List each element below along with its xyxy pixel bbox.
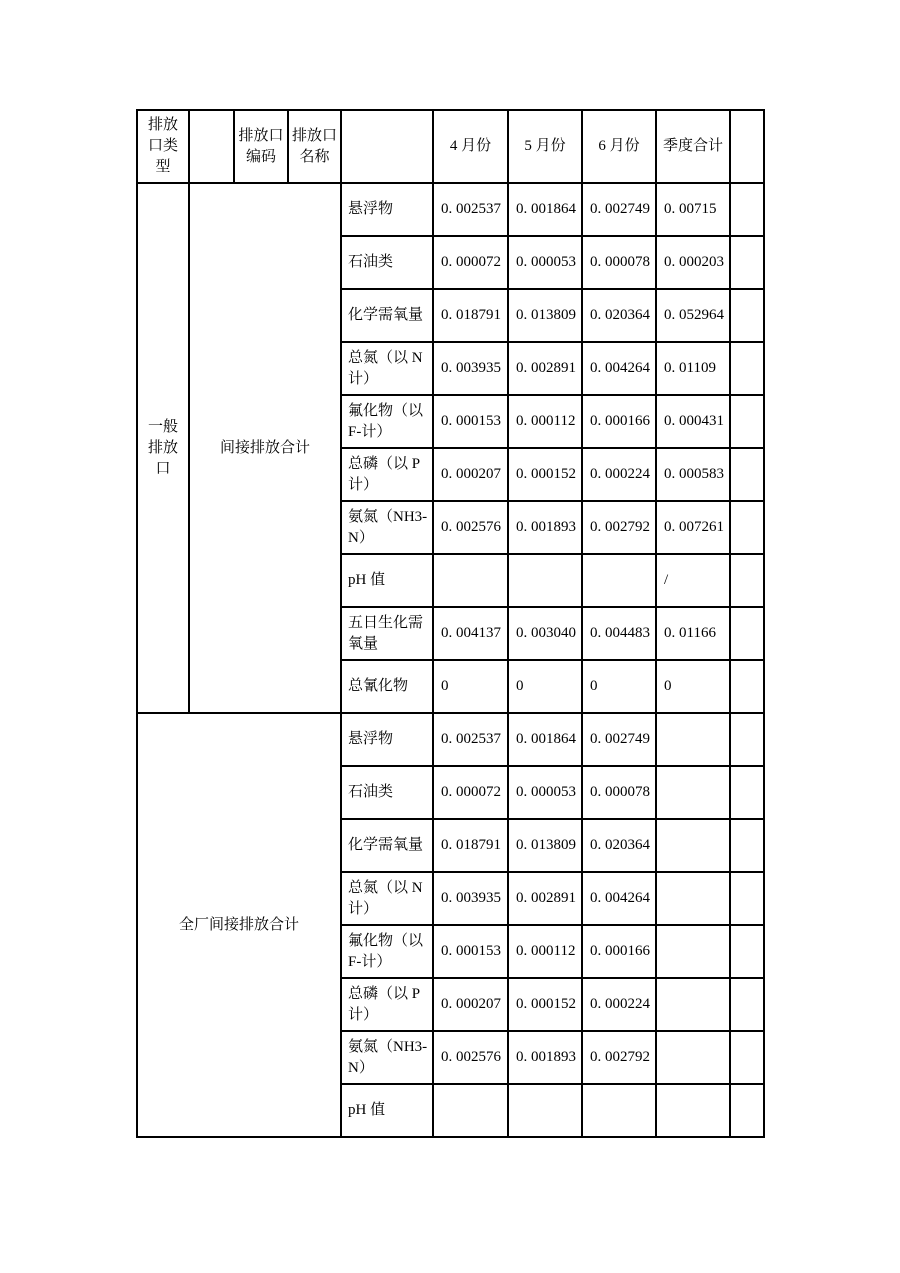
value-june: 0. 002792 xyxy=(582,1031,656,1084)
value-quarter: 0. 01109 xyxy=(656,342,730,395)
pollutant-label: 石油类 xyxy=(341,236,433,289)
value-quarter: 0. 00715 xyxy=(656,183,730,236)
trailing-cell xyxy=(730,766,764,819)
header-trailing-blank xyxy=(730,110,764,183)
value-june: 0. 020364 xyxy=(582,819,656,872)
pollutant-label: 总磷（以 P 计） xyxy=(341,978,433,1031)
emissions-table xyxy=(136,109,765,1138)
pollutant-label: 化学需氧量 xyxy=(341,819,433,872)
value-april: 0. 002576 xyxy=(433,501,508,554)
value-quarter xyxy=(656,872,730,925)
trailing-cell xyxy=(730,342,764,395)
pollutant-label: 五日生化需氧量 xyxy=(341,607,433,660)
value-june: 0. 002749 xyxy=(582,713,656,766)
value-june: 0. 004264 xyxy=(582,342,656,395)
value-quarter xyxy=(656,1084,730,1137)
value-quarter: 0. 007261 xyxy=(656,501,730,554)
value-may: 0. 001864 xyxy=(508,713,582,766)
value-quarter xyxy=(656,1031,730,1084)
value-quarter: 0. 000203 xyxy=(656,236,730,289)
value-april xyxy=(433,1084,508,1137)
value-may: 0. 002891 xyxy=(508,872,582,925)
value-april: 0. 002537 xyxy=(433,713,508,766)
outlet-group-cell: 全厂间接排放合计 xyxy=(137,713,341,1137)
value-april: 0. 000153 xyxy=(433,395,508,448)
value-april: 0. 000072 xyxy=(433,236,508,289)
header-april: 4 月份 xyxy=(433,110,508,183)
header-row xyxy=(137,110,764,183)
pollutant-label: 氟化物（以 F-计） xyxy=(341,395,433,448)
value-quarter: / xyxy=(656,554,730,607)
trailing-cell xyxy=(730,1084,764,1137)
header-outlet-code: 排放口编码 xyxy=(234,110,288,183)
value-may: 0. 000112 xyxy=(508,925,582,978)
value-april xyxy=(433,554,508,607)
header-outlet-type: 排放口类型 xyxy=(137,110,189,183)
table-row xyxy=(137,713,764,766)
pollutant-label: 总氰化物 xyxy=(341,660,433,713)
value-may: 0. 000152 xyxy=(508,978,582,1031)
value-quarter xyxy=(656,978,730,1031)
value-may: 0. 013809 xyxy=(508,289,582,342)
table-row xyxy=(137,183,764,236)
value-june: 0. 000166 xyxy=(582,925,656,978)
value-april: 0. 000207 xyxy=(433,448,508,501)
header-quarter-total: 季度合计 xyxy=(656,110,730,183)
value-june: 0. 020364 xyxy=(582,289,656,342)
trailing-cell xyxy=(730,554,764,607)
value-june: 0. 004483 xyxy=(582,607,656,660)
value-may: 0. 001893 xyxy=(508,1031,582,1084)
value-may: 0. 002891 xyxy=(508,342,582,395)
trailing-cell xyxy=(730,236,764,289)
trailing-cell xyxy=(730,289,764,342)
pollutant-label: 氟化物（以 F-计） xyxy=(341,925,433,978)
trailing-cell xyxy=(730,872,764,925)
value-quarter: 0. 052964 xyxy=(656,289,730,342)
pollutant-label: 悬浮物 xyxy=(341,183,433,236)
value-may: 0. 013809 xyxy=(508,819,582,872)
trailing-cell xyxy=(730,1031,764,1084)
pollutant-label: 化学需氧量 xyxy=(341,289,433,342)
value-june: 0. 000078 xyxy=(582,236,656,289)
value-june: 0. 002792 xyxy=(582,501,656,554)
trailing-cell xyxy=(730,925,764,978)
header-pollutant-blank xyxy=(341,110,433,183)
value-june xyxy=(582,554,656,607)
value-quarter: 0. 01166 xyxy=(656,607,730,660)
value-may xyxy=(508,1084,582,1137)
value-april: 0 xyxy=(433,660,508,713)
value-april: 0. 000153 xyxy=(433,925,508,978)
value-april: 0. 002576 xyxy=(433,1031,508,1084)
value-may: 0. 001864 xyxy=(508,183,582,236)
trailing-cell xyxy=(730,607,764,660)
trailing-cell xyxy=(730,501,764,554)
value-june: 0. 000078 xyxy=(582,766,656,819)
pollutant-label: 氨氮（NH3-N） xyxy=(341,1031,433,1084)
value-april: 0. 000072 xyxy=(433,766,508,819)
value-april: 0. 018791 xyxy=(433,289,508,342)
trailing-cell xyxy=(730,395,764,448)
value-may xyxy=(508,554,582,607)
trailing-cell xyxy=(730,713,764,766)
value-may: 0. 000152 xyxy=(508,448,582,501)
outlet-type-cell: 一般排放口 xyxy=(137,183,189,713)
trailing-cell xyxy=(730,183,764,236)
value-may: 0. 001893 xyxy=(508,501,582,554)
trailing-cell xyxy=(730,660,764,713)
value-june xyxy=(582,1084,656,1137)
header-outlet-name: 排放口名称 xyxy=(288,110,341,183)
value-may: 0. 000112 xyxy=(508,395,582,448)
trailing-cell xyxy=(730,819,764,872)
value-april: 0. 000207 xyxy=(433,978,508,1031)
pollutant-label: 氨氮（NH3-N） xyxy=(341,501,433,554)
header-may: 5 月份 xyxy=(508,110,582,183)
value-quarter xyxy=(656,766,730,819)
value-june: 0. 000166 xyxy=(582,395,656,448)
trailing-cell xyxy=(730,448,764,501)
value-quarter: 0. 000431 xyxy=(656,395,730,448)
value-may: 0. 000053 xyxy=(508,236,582,289)
pollutant-label: 总氮（以 N 计） xyxy=(341,342,433,395)
value-quarter xyxy=(656,819,730,872)
value-june: 0. 000224 xyxy=(582,978,656,1031)
value-june: 0. 000224 xyxy=(582,448,656,501)
value-april: 0. 004137 xyxy=(433,607,508,660)
pollutant-label: 总氮（以 N 计） xyxy=(341,872,433,925)
header-june: 6 月份 xyxy=(582,110,656,183)
value-june: 0. 004264 xyxy=(582,872,656,925)
value-april: 0. 003935 xyxy=(433,872,508,925)
value-may: 0 xyxy=(508,660,582,713)
header-blank xyxy=(189,110,234,183)
value-april: 0. 003935 xyxy=(433,342,508,395)
outlet-group-cell: 间接排放合计 xyxy=(189,183,341,713)
pollutant-label: pH 值 xyxy=(341,554,433,607)
value-june: 0 xyxy=(582,660,656,713)
pollutant-label: pH 值 xyxy=(341,1084,433,1137)
value-quarter: 0 xyxy=(656,660,730,713)
value-may: 0. 003040 xyxy=(508,607,582,660)
value-quarter xyxy=(656,925,730,978)
value-april: 0. 018791 xyxy=(433,819,508,872)
value-april: 0. 002537 xyxy=(433,183,508,236)
value-quarter xyxy=(656,713,730,766)
trailing-cell xyxy=(730,978,764,1031)
value-may: 0. 000053 xyxy=(508,766,582,819)
value-quarter: 0. 000583 xyxy=(656,448,730,501)
pollutant-label: 石油类 xyxy=(341,766,433,819)
pollutant-label: 总磷（以 P 计） xyxy=(341,448,433,501)
value-june: 0. 002749 xyxy=(582,183,656,236)
pollutant-label: 悬浮物 xyxy=(341,713,433,766)
